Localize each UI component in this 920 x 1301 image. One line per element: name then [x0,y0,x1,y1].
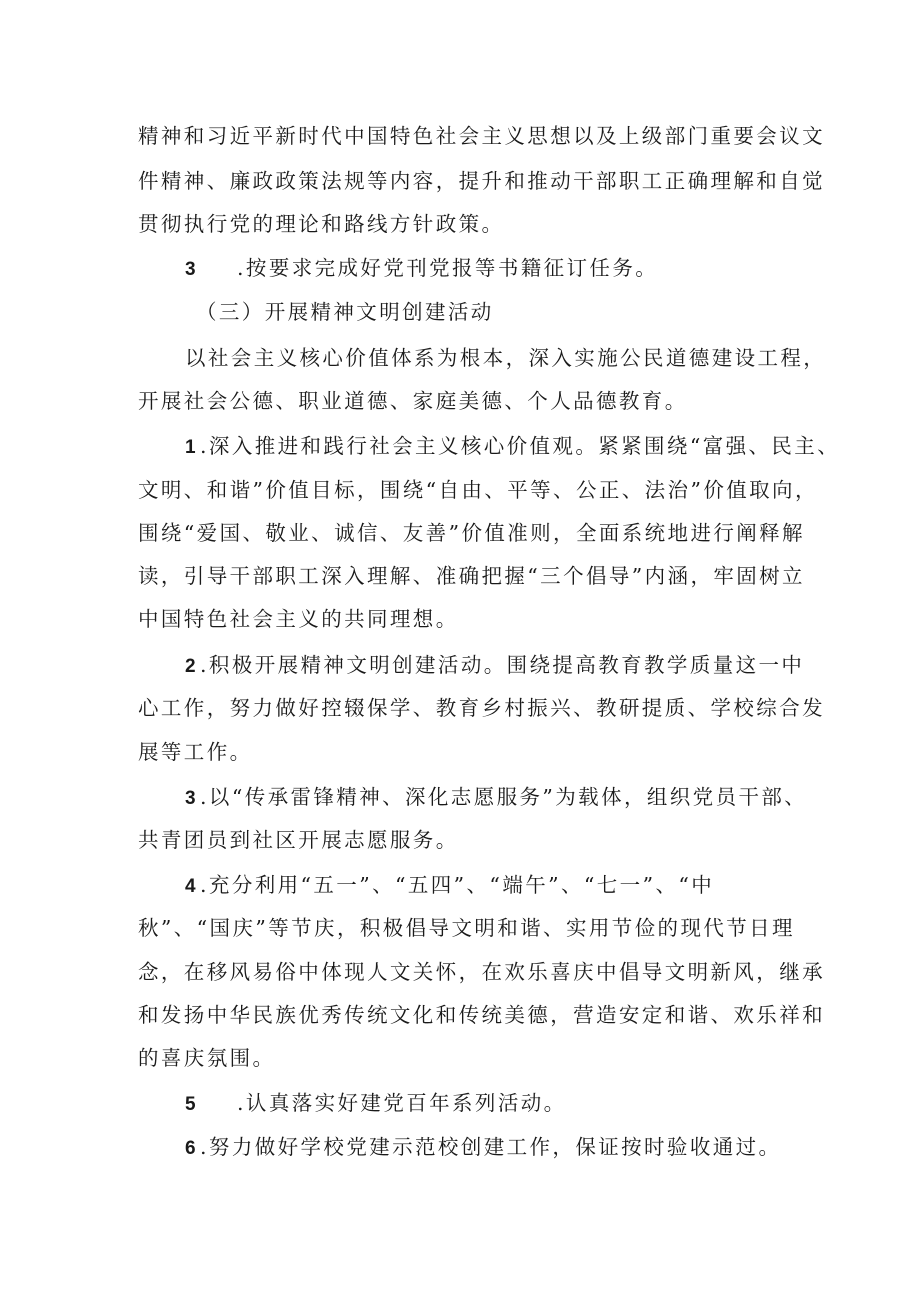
item-number: 3 [185,788,196,809]
body-line: 和发扬中华民族优秀传统文化和传统美德，营造安定和谐、欢乐祥和 [138,1003,825,1027]
list-item [185,254,658,284]
list-item [185,651,804,681]
body-line: 围绕“爱国、敬业、诚信、友善”价值准则，全面系统地进行阐释解 [138,521,805,545]
body-line: 以社会主义核心价值体系为根本，深入实施公民道德建设工程， [185,346,827,370]
body-line: 展等工作。 [138,740,253,764]
item-number: 6 [185,1138,196,1159]
body-line: 文明、和谐”价值目标，围绕“自由、平等、公正、法治”价值取向， [138,478,818,502]
item-text: .按要求完成好党刊党报等书籍征订任务。 [237,256,659,280]
list-item [185,1089,567,1119]
body-line: 共青团员到社区开展志愿服务。 [138,828,459,852]
item-number: 2 [185,656,196,677]
list-item [185,871,714,901]
item-text: .深入推进和践行社会主义核心价值观。紧紧围绕“富强、民主、 [200,434,841,458]
section-heading: （三）开展精神文明创建活动 [196,300,494,324]
body-line: 件精神、廉政政策法规等内容，提升和推动干部职工正确理解和自觉 [138,169,825,193]
body-line: 贯彻执行党的理论和路线方针政策。 [138,212,505,236]
body-line: 秋”、“国庆”等节庆，积极倡导文明和谐、实用节俭的现代节日理 [138,916,795,940]
body-line: 开展社会公德、职业道德、家庭美德、个人品德教育。 [138,389,688,413]
list-item [185,432,840,462]
body-line: 的喜庆氛围。 [138,1046,276,1070]
item-text: .努力做好学校党建示范校创建工作，保证按时验收通过。 [200,1135,782,1159]
list-item [185,1133,781,1163]
body-line: 精神和习近平新时代中国特色社会主义思想以及上级部门重要会议文 [138,124,825,148]
item-number: 5 [185,1094,196,1115]
body-line: 心工作，努力做好控辍保学、教育乡村振兴、教研提质、学校综合发 [138,696,825,720]
item-number: 3 [185,259,196,280]
item-text: .充分利用“五一”、“五四”、“端午”、“七一”、“中 [200,873,715,897]
item-text: .积极开展精神文明创建活动。围绕提高教育教学质量这一中 [200,653,805,677]
body-line: 读，引导干部职工深入理解、准确把握“三个倡导”内涵，牢固树立 [138,564,805,588]
item-text: .以“传承雷锋精神、深化志愿服务”为载体，组织党员干部、 [200,785,808,809]
list-item [185,783,807,813]
item-text: .认真落实好建党百年系列活动。 [237,1091,567,1115]
body-line: 中国特色社会主义的共同理想。 [138,607,459,631]
item-number: 1 [185,437,196,458]
item-number: 4 [185,876,196,897]
body-line: 念，在移风易俗中体现人文关怀，在欢乐喜庆中倡导文明新风，继承 [138,960,825,984]
